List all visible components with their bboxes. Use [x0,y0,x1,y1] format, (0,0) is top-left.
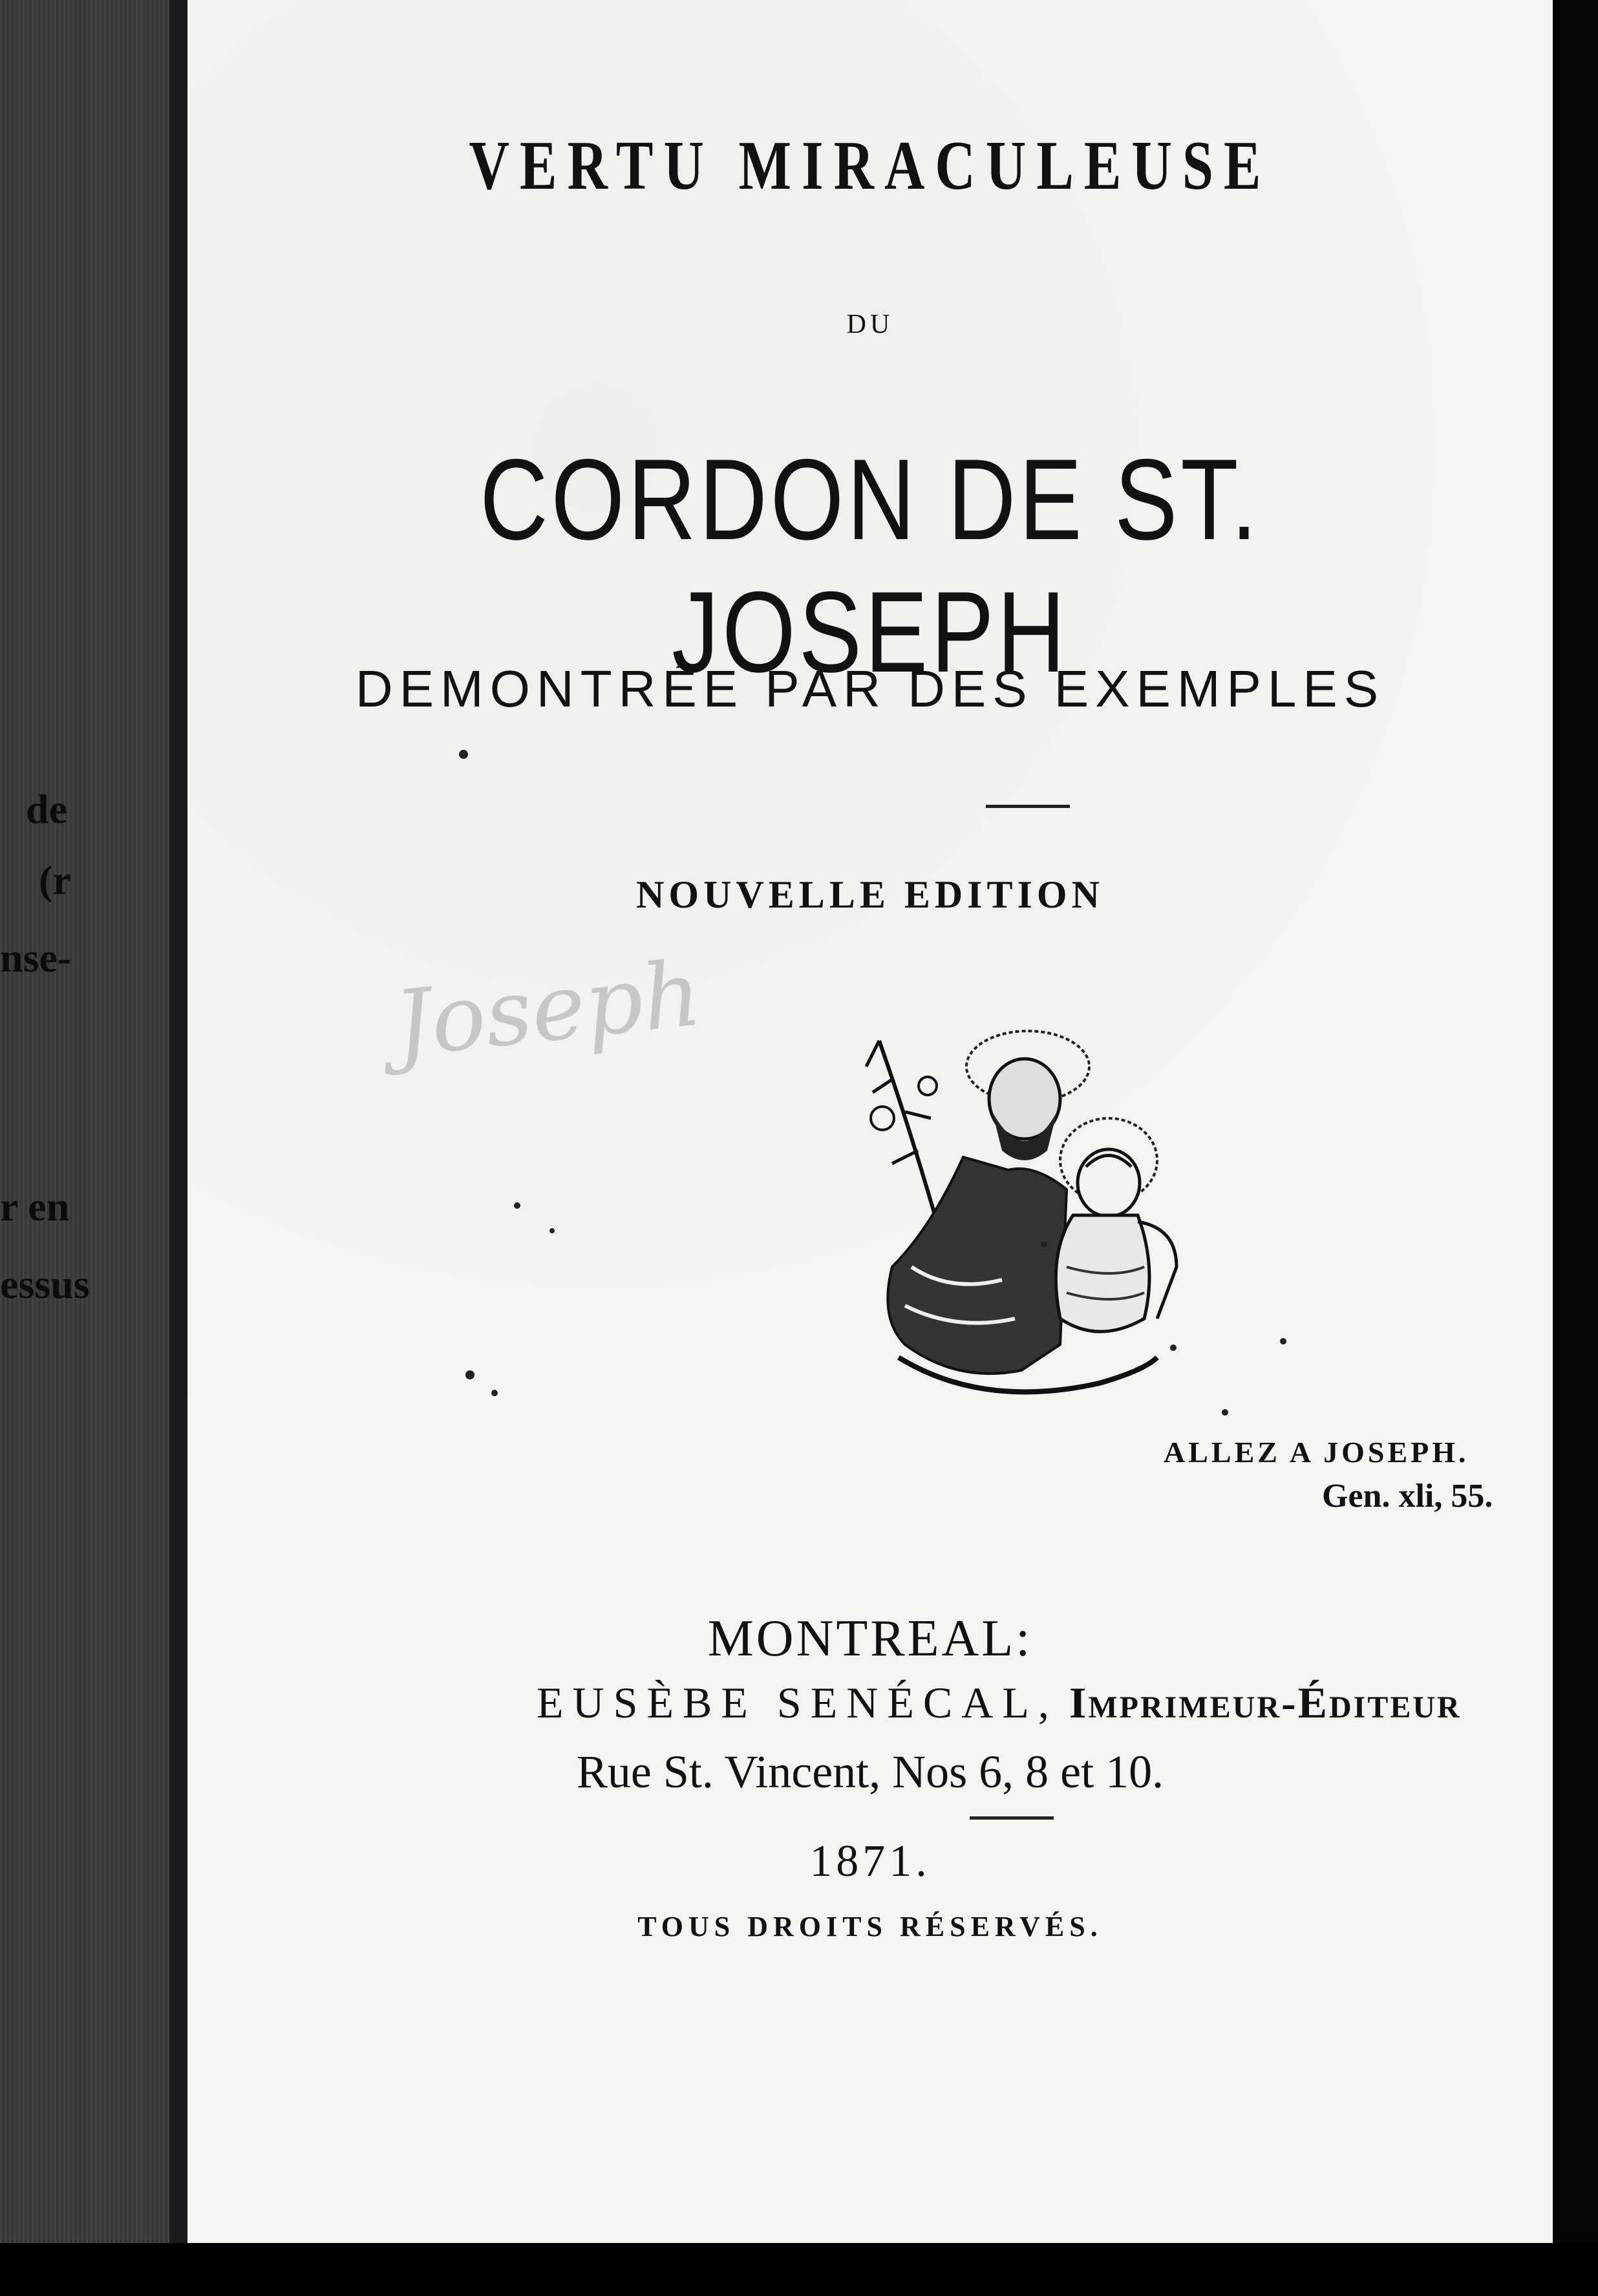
subtitle: DEMONTRÉE PAR DES EXEMPLES [355,660,1385,717]
speck [1041,1241,1047,1248]
publisher-line [537,1677,1462,1728]
st-joseph-vignette [853,1021,1202,1409]
speck [1222,1409,1228,1416]
speck [1170,1345,1177,1351]
faded-signature: Joseph [389,941,707,1078]
scripture-reference: Gen. xli, 55. [1322,1478,1493,1515]
speck [465,1370,474,1379]
spine-fragment: (r [39,857,71,903]
publication-year: 1871. [809,1836,931,1886]
book-spine [0,0,187,2243]
spine-edge [169,0,187,2243]
edition-label: NOUVELLE EDITION [636,873,1104,916]
title-line-2: DU [846,310,894,339]
spine-fragment: de [26,786,67,832]
motto: ALLEZ A JOSEPH. [1164,1436,1469,1469]
scan-right-border [1553,0,1598,2243]
scan-bottom-border [0,2243,1598,2296]
publisher-role: Imprimeur-Éditeur [1069,1678,1462,1727]
speck [491,1390,498,1396]
spine-fragment: r en [0,1184,70,1229]
spine-fragment: nse- [0,935,72,981]
speck [1280,1338,1286,1345]
divider-rule [970,1816,1054,1820]
divider-rule [986,805,1070,808]
main-title: CORDON DE ST. JOSEPH [480,435,1261,696]
speck [514,1202,520,1209]
title-page [187,0,1553,2243]
speck [549,1228,555,1233]
rights-notice: TOUS DROITS RÉSERVÉS. [637,1911,1103,1942]
title-line-1: VERTU MIRACULEUSE [469,127,1272,204]
speck [459,750,468,759]
publisher-address: Rue St. Vincent, Nos 6, 8 et 10. [576,1746,1164,1798]
spine-fragment: essus [0,1261,90,1307]
city: MONTREAL: [707,1610,1033,1667]
publisher-name: EUSÈBE SENÉCAL, [537,1678,1058,1727]
